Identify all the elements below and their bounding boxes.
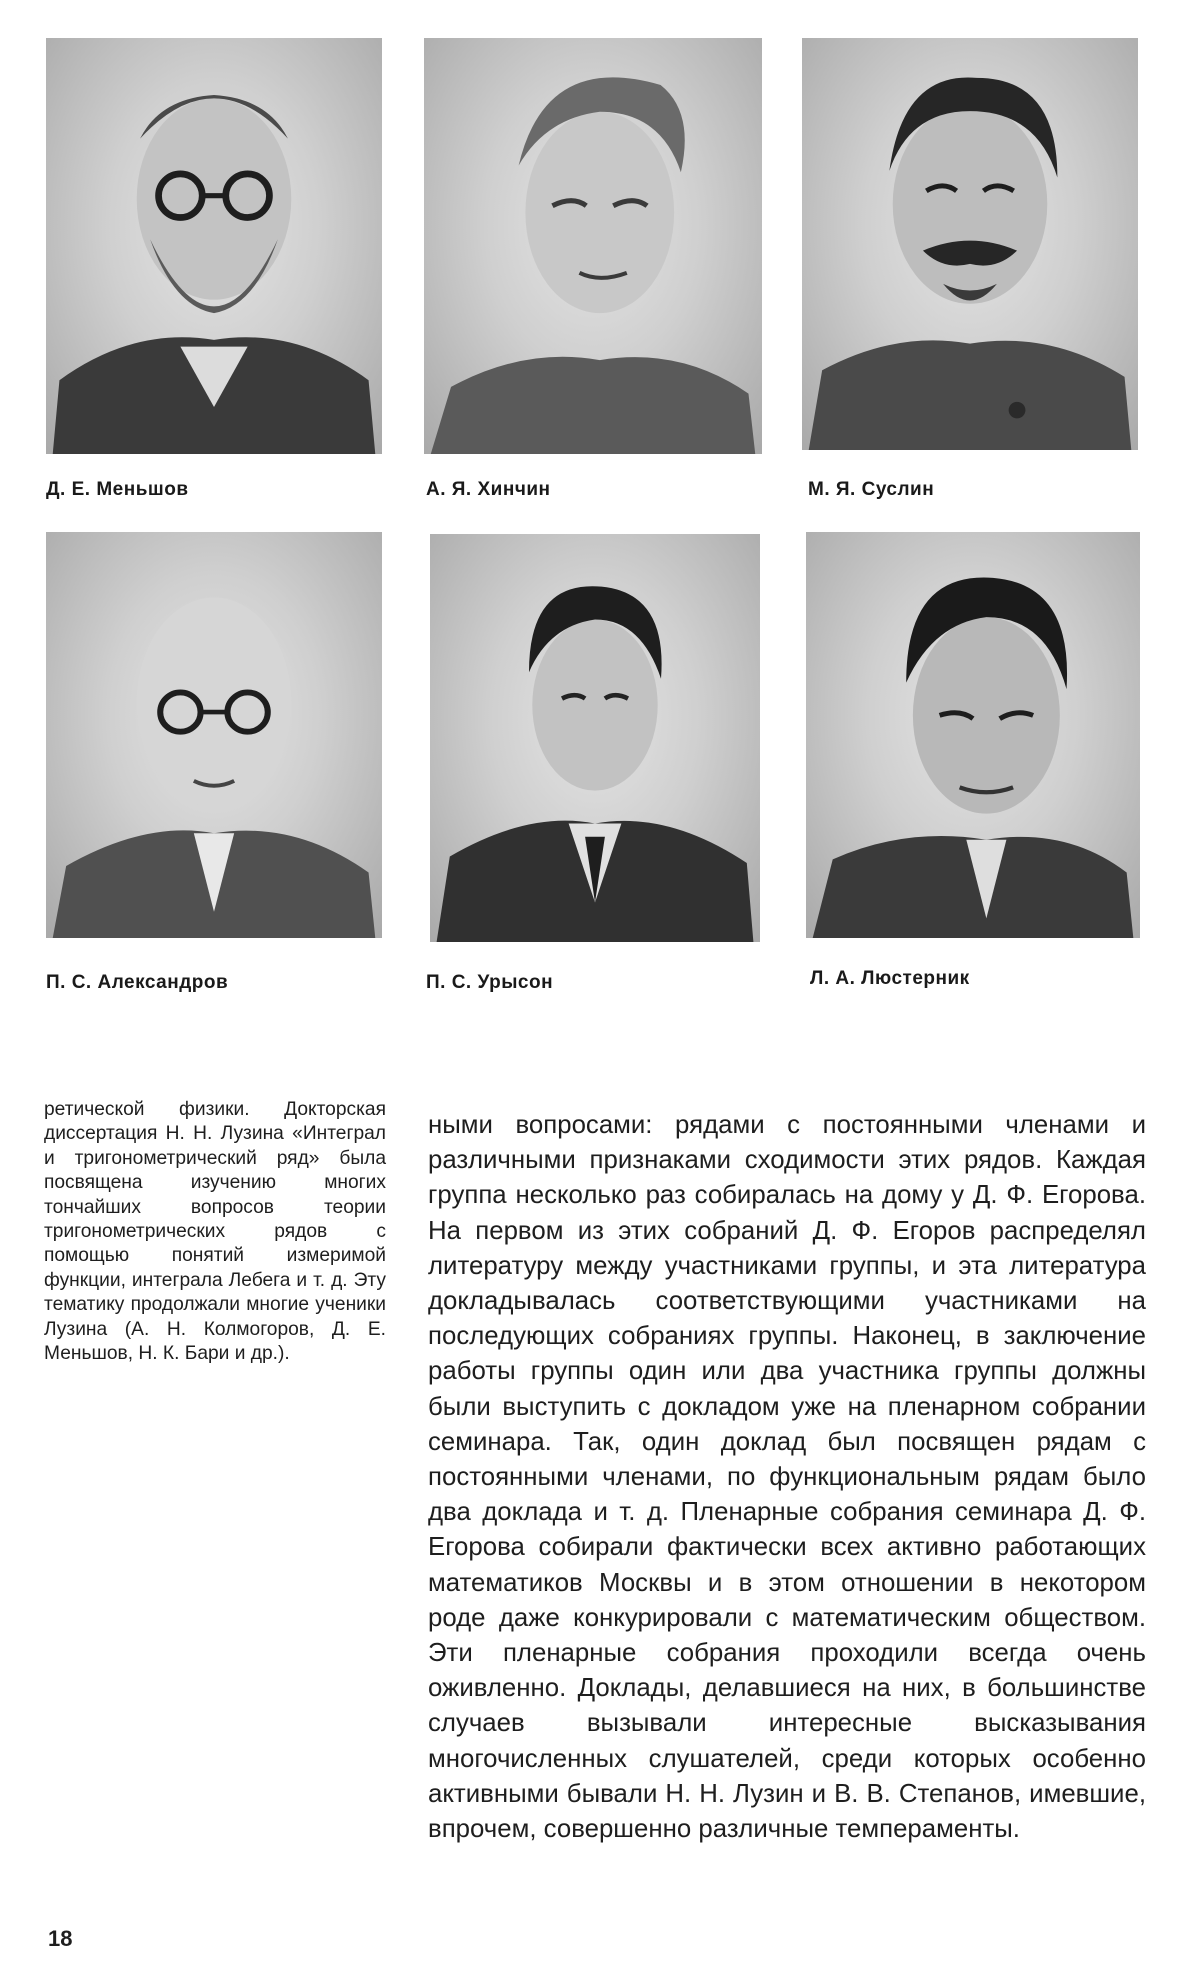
left-column-text: ретической физики. Докторская диссертация Н. Н. Лузина «Интеграл и тригонометрический ряд» была посвящена изучению многих тончайших вопросов теории тригонометрических рядов с помощью понятий измеримой функции, интеграла Лебега и т. д. Эту тематику продолжали многие ученики Лузина (А. Н. Колмогоров, Д. Е. Меньшов, Н. К. Бари и др.). — [44, 1099, 386, 1365]
portrait-caption: М. Я. Суслин — [808, 479, 935, 500]
portrait-urysohn — [430, 534, 760, 942]
portrait-caption: П. С. Урысон — [426, 972, 554, 993]
page-number: 18 — [48, 1926, 73, 1951]
portrait-khinchin — [424, 38, 762, 454]
portrait-suslin — [802, 38, 1138, 450]
portrait-caption: П. С. Александров — [46, 972, 229, 993]
portrait-caption: А. Я. Хинчин — [426, 479, 551, 500]
right-column-text: ными вопросами: рядами с постоянными членами и различными признаками сходимости этих рядов. Каждая группа несколько раз собиралась на дому у Д. Ф. Егорова. На первом из этих собраний Д. Ф. Егоров распределял литературу между участниками группы, и эта литература докладывалась соответствующими участниками на последующих собраниях группы. Наконец, в заключение работы группы один или два участника группы должны были выступить с докладом уже на пленарном собрании семинара. Так, один доклад был посвящен рядам с постоянными членами, по функциональным рядам было два доклада и т. д. Пленарные собрания семинара Д. Ф. Егорова собирали фактически всех активно работающих математиков Москвы и в этом отношении в некотором роде даже конкурировали с математическим обществом. Эти пленарные собрания проходили всегда очень оживленно. Доклады, делавшиеся на них, в большинстве случаев вызывали интересные высказывания многочисленных слушателей, среди которых особенно активными бывали Н. Н. Лузин и В. В. Степанов, имевшие, впрочем, совершенно различные темпераменты. — [428, 1111, 1146, 1844]
portrait-menshov — [46, 38, 382, 454]
portrait-caption: Д. Е. Меньшов — [46, 479, 189, 500]
portrait-lyusternik — [806, 532, 1140, 938]
portrait-aleksandrov — [46, 532, 382, 938]
portrait-caption: Л. А. Люстерник — [810, 968, 970, 989]
